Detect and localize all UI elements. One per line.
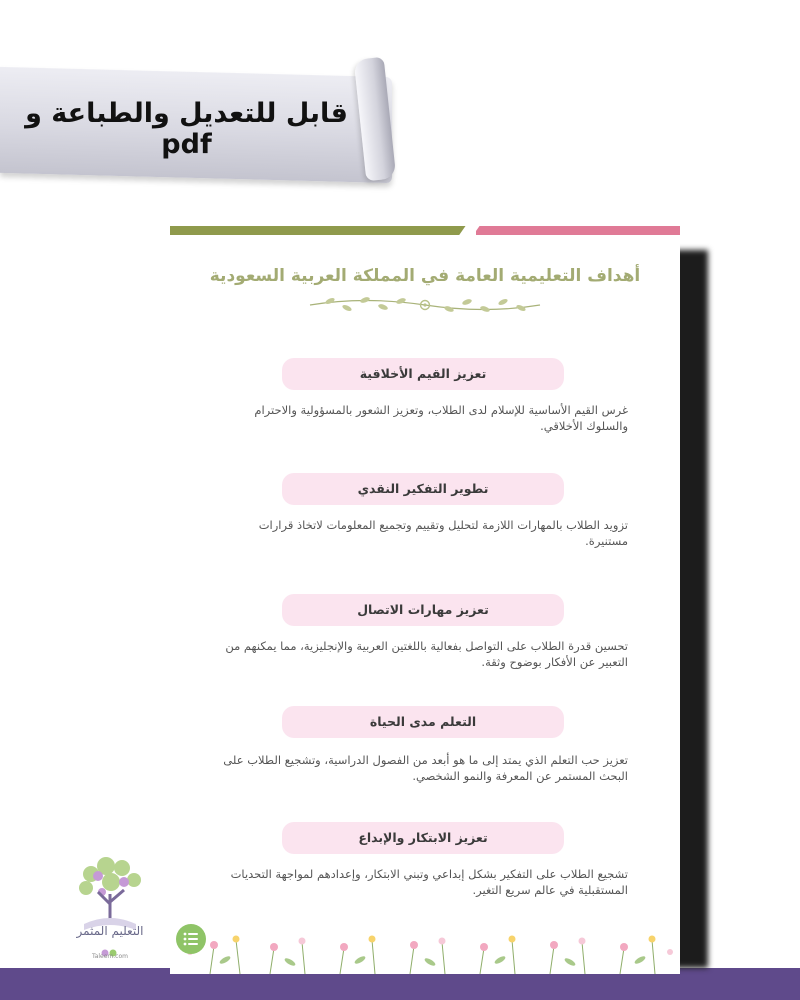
section-text-2: تزويد الطلاب بالمهارات اللازمة لتحليل وتقييم وتجميع المعلومات لاتخاذ قرارات مستنيرة. [258,518,628,548]
section-text-5: تشجيع الطلاب على التفكير بشكل إبداعي وتبني الابتكار، وإعدادهم لمواجهة التحديات المستقبلية في عالم سريع التغير. [230,867,628,897]
logo-name: التعليم المثمر [76,924,144,938]
banner-text: قابل للتعديل والطباعة و pdf [25,98,348,160]
page-title: أهداف التعليمية العامة في المملكة العربية السعودية [209,266,641,286]
section-heading-4: التعلم مدى الحياة [282,706,564,738]
logo-url: Taleem.com [92,953,128,960]
flower-border-icon [170,918,680,974]
tree-logo-icon [66,852,156,962]
section-text-4: تعزيز حب التعلم الذي يمتد إلى ما هو أبعد من الفصول الدراسية، وتشجيع الطلاب على البحث المستمر عن المعرفة والنمو الشخصي. [223,753,628,783]
section-text-3: تحسين قدرة الطلاب على التواصل بفعالية باللغتين العربية والإنجليزية، مما يمكنهم من التعبير عن الأفكار بوضوح وثقة. [225,639,628,669]
section-heading-1: تعزيز القيم الأخلاقية [282,358,564,390]
section-heading-3: تعزيز مهارات الاتصال [282,594,564,626]
section-text-1: غرس القيم الأساسية للإسلام لدى الطلاب، وتعزيز الشعور بالمسؤولية والاحترام والسلوك الأخلاقي. [254,403,628,433]
top-bar-green [170,226,470,235]
vine-ornament-icon [305,292,545,318]
list-menu-icon[interactable] [176,924,206,954]
section-heading-2: تطوير التفكير النقدي [282,473,564,505]
section-heading-5: تعزيز الابتكار والإبداع [282,822,564,854]
top-bar-pink [476,226,680,235]
document-page [170,226,680,974]
